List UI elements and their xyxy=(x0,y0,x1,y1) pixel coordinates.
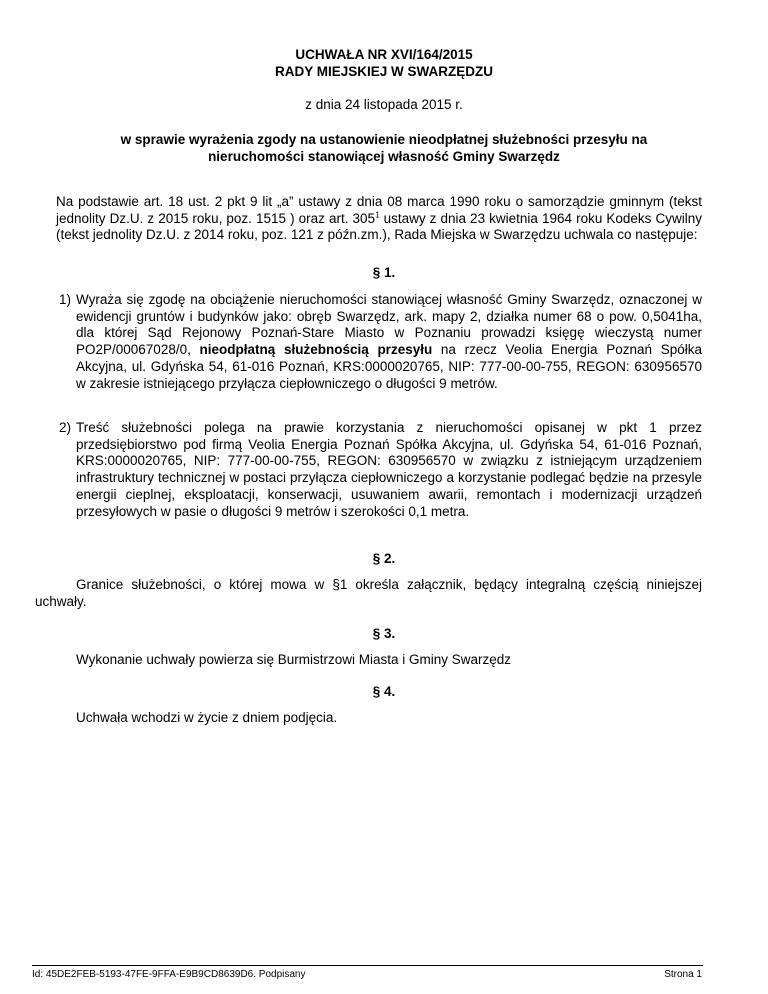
document-id: Id: 45DE2FEB-5193-47FE-9FFA-E9B9CD8639D6. Podpisany xyxy=(32,969,306,980)
section-3-text: Wykonanie uchwały powierza się Burmistrzowi Miasta i Gminy Swarzędz xyxy=(76,652,512,667)
section-1-heading: § 1. xyxy=(372,265,396,280)
section-2-heading: § 2. xyxy=(372,551,396,566)
resolution-date: z dnia 24 listopada 2015 r. xyxy=(305,97,463,112)
section-1-item-2 xyxy=(59,420,702,520)
council-name: RADY MIEJSKIEJ W SWARZĘDZU xyxy=(274,64,494,79)
item-1-text-end: na rzecz Veolia Energia Poznań Spółka Akcyjna, ul. Gdyńska 54, 61-016 Poznań, KRS:0000020765, NIP: 777-00-00-755, REGON: 630956570 w zakresie istniejącego przyłącza ciepłowniczego o długości 9 metrów. xyxy=(76,342,702,391)
section-2-text: Granice służebności, o której mowa w §1 określa załącznik, będący integralną częścią niniejszej uchwały. xyxy=(35,577,702,609)
preamble xyxy=(56,194,702,244)
section-4-heading: § 4. xyxy=(372,684,396,699)
resolution-title: UCHWAŁA NR XVI/164/2015 xyxy=(295,47,473,62)
preamble-superscript: 1 xyxy=(375,210,380,220)
item-1-number: 1) xyxy=(59,292,72,307)
section-1-item-1 xyxy=(59,292,702,392)
item-1-bold-text: nieodpłatną służebnością przesyłu xyxy=(199,342,433,358)
section-4-text: Uchwała wchodzi w życie z dniem podjęcia. xyxy=(76,710,338,725)
page-number: Strona 1 xyxy=(664,969,702,980)
preamble-part-1: Na podstawie art. 18 ust. 2 pkt 9 lit „a” ustawy z dnia 08 marca 1990 roku o samorządzie gminnym (tekst jednolity Dz.U. z 2015 roku, poz. 1515 ) oraz art. 305 xyxy=(56,194,702,226)
subject-line-2: nieruchomości stanowiącej własność Gminy Swarzędz xyxy=(208,149,560,164)
footer-divider xyxy=(32,965,703,966)
item-2-number: 2) xyxy=(59,420,72,435)
section-3-heading: § 3. xyxy=(372,626,396,641)
item-1-text: Wyraża się zgodę na obciążenie nieruchomości stanowiącej własność Gminy Swarzędz, oznaczonej w ewidencji gruntów i budynków jako: obręb Swarzędz, ark. mapy 2, działka numer 68 o pow. 0,5041ha, dla której Sąd Rejonowy Poznań-Stare Miasto w Poznaniu prowadzi księgę wieczystą numer PO2P/00067028/0, xyxy=(76,292,702,358)
item-2-text: Treść służebności polega na prawie korzystania z nieruchomości opisanej w pkt 1 przez przedsiębiorstwo pod firmą Veolia Energia Poznań Spółka Akcyjna, ul. Gdyńska 54, 61-016 Poznań, KRS:0000020765, NIP: 777-00-00-755, REGON: 630956570 w związku z istniejącym urządzeniem infrastruktury technicznej w postaci przyłącza ciepłowniczego a korzystanie podlegać będzie na przesyle energii cieplnej, eksploatacji, konserwacji, usuwaniem awarii, remontach i modernizacji urządzeń przesyłowych w pasie o długości 9 metrów i szerokości 0,1 metra. xyxy=(76,420,702,519)
subject-line-1: w sprawie wyrażenia zgody na ustanowienie nieodpłatnej służebności przesyłu na xyxy=(120,132,648,147)
preamble-part-2: ustawy z dnia 23 kwietnia 1964 roku Kodeks Cywilny (tekst jednolity Dz.U. z 2014 roku, poz. 121 z późn.zm.), Rada Miejska w Swarzędzu uchwala co następuje: xyxy=(56,210,702,243)
